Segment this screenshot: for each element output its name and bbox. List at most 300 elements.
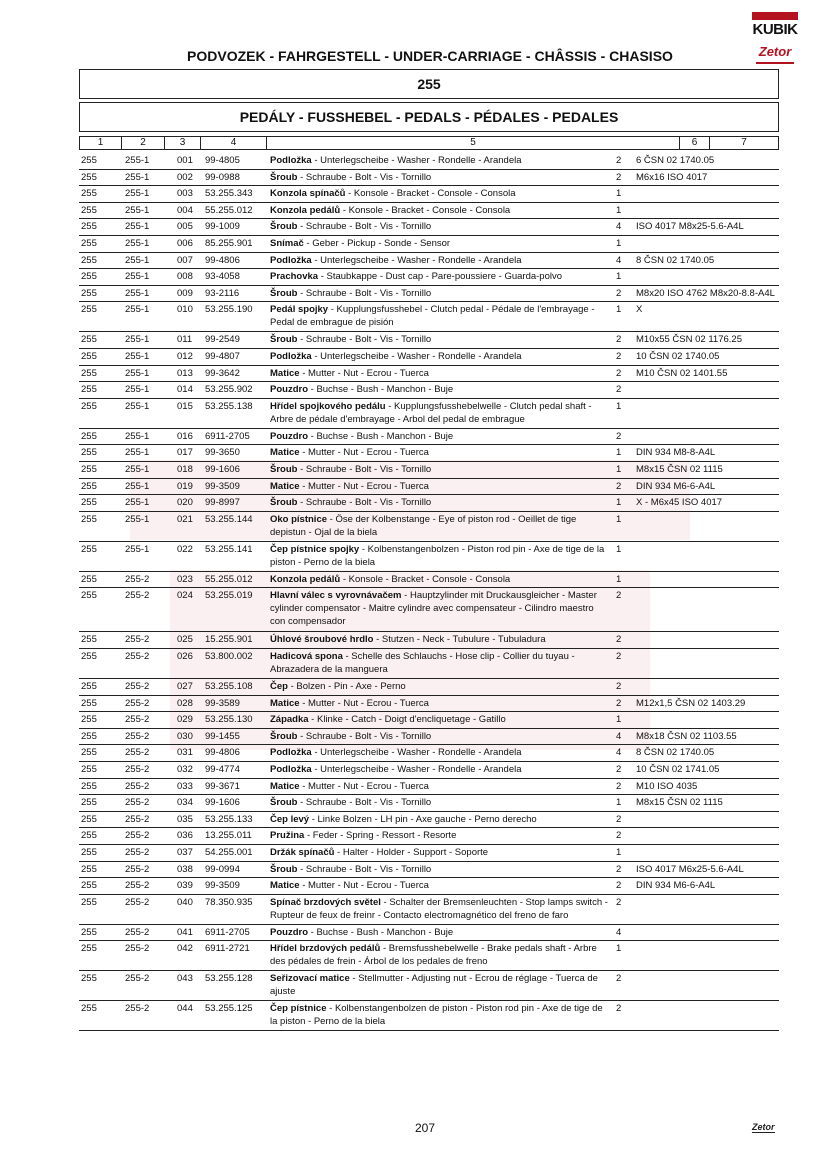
cell-col-4: 99-3509 [205,480,240,492]
cell-description [270,367,610,380]
cell-col-1: 255 [81,573,97,585]
part-translations: - Unterlegscheibe - Washer - Rondelle - Arandela [311,747,522,759]
cell-quantity: 2 [616,367,622,379]
cell-description [270,496,610,509]
cell-col-1: 255 [81,697,97,709]
cell-description [270,730,610,743]
table-row [0,1002,826,1032]
cell-col-4: 99-0994 [205,863,240,875]
row-underline [79,494,779,495]
cell-description [270,1002,610,1028]
cell-quantity: 2 [616,384,622,396]
cell-quantity: 1 [616,573,622,585]
cell-col-2: 255-1 [125,464,150,475]
cell-col-2: 255-1 [125,497,150,509]
row-underline [79,268,779,269]
part-translations: - Stellmutter - Adjusting nut - Ecrou de réglage - Tuerca de ajuste [270,973,598,998]
cell-col-3: 004 [177,204,193,216]
cell-quantity: 2 [616,171,622,183]
col-header-4: 4 [201,137,267,149]
part-name: Konzola pedálů [270,573,341,585]
part-name: Pouzdro [270,430,308,442]
cell-col-3: 026 [177,651,193,662]
cell-col-3: 040 [177,896,193,908]
cell-col-3: 022 [177,543,193,555]
page-title: PODVOZEK - FAHRGESTELL - UNDER-CARRIAGE - CHÂSSIS - CHASISO [187,48,673,64]
row-underline [79,444,779,445]
cell-col-4: 53.255.133 [205,813,253,825]
cell-col-2: 255-1 [125,287,150,299]
cell-col-4: 53.255.125 [205,1003,253,1015]
cell-col-2: 255-2 [125,730,150,742]
row-underline [79,924,779,925]
cell-description [270,813,610,826]
part-translations: - Staubkappe - Dust cap - Pare-poussiere - Guarda-polvo [318,271,563,283]
cell-col-2: 255-2 [125,943,150,955]
table-row [0,942,826,972]
cell-col-1: 255 [81,797,97,809]
cell-quantity: 1 [616,497,622,509]
cell-col-1: 255 [81,464,97,475]
cell-col-2: 255-2 [125,651,150,662]
cell-col-3: 029 [177,714,193,726]
col-header-3: 3 [165,137,201,149]
cell-quantity: 1 [616,400,622,412]
part-name: Prachovka [270,271,319,283]
cell-col-1: 255 [81,863,97,875]
cell-description [270,650,610,676]
row-underline [79,478,779,479]
cell-col-1: 255 [81,543,97,555]
cell-col-4: 99-3589 [205,697,240,709]
row-underline [79,631,779,632]
cell-note: M8x20 ISO 4762 M8x20-8.8-A4L [636,287,775,299]
cell-col-3: 005 [177,221,193,233]
row-underline [79,678,779,679]
cell-col-2: 255-2 [125,830,150,842]
cell-col-2: 255-1 [125,204,150,216]
cell-col-3: 020 [177,497,193,509]
cell-quantity: 2 [616,334,622,346]
cell-col-1: 255 [81,400,97,412]
cell-quantity: 1 [616,204,622,216]
cell-col-3: 013 [177,367,193,379]
cell-note: M10x55 ČSN 02 1176.25 [636,334,742,346]
row-underline [79,235,779,236]
cell-col-4: 93-2116 [205,287,240,299]
cell-col-1: 255 [81,926,97,938]
cell-col-4: 6911-2705 [205,430,250,442]
row-underline [79,877,779,878]
cell-col-1: 255 [81,254,97,266]
col-header-2: 2 [122,137,165,149]
part-name: Matice [270,880,300,892]
cell-col-3: 035 [177,813,193,825]
cell-description [270,287,610,300]
cell-col-2: 255-1 [125,400,150,412]
cell-col-3: 025 [177,634,193,646]
cell-note: DIN 934 M6-6-A4L [636,880,716,892]
cell-quantity: 2 [616,830,622,842]
cell-quantity: 2 [616,697,622,709]
cell-col-3: 038 [177,863,193,875]
part-name: Čep pístnice [270,1003,327,1015]
row-underline [79,861,779,862]
cell-description [270,846,610,859]
cell-col-1: 255 [81,634,97,646]
cell-description [270,463,610,476]
cell-col-2: 255-2 [125,697,150,709]
cell-quantity: 2 [616,430,622,442]
cell-quantity: 1 [616,847,622,858]
part-name: Hřídel spojkového pedálu [270,400,386,412]
table-row [0,303,826,333]
part-name: Šroub [270,464,298,475]
cell-col-2: 255-2 [125,797,150,809]
page-number: 207 [414,1121,436,1135]
cell-quantity: 2 [616,351,622,362]
cell-col-4: 6911-2721 [205,943,250,955]
part-name: Podložka [270,254,312,266]
cell-col-4: 53.800.002 [205,651,253,662]
cell-quantity: 1 [616,714,622,726]
cell-description [270,303,610,329]
part-name: Šroub [270,797,298,809]
part-translations: - Bremsfusshebelwelle - Brake pedals shaft - Arbre des pédales de frein - Árbol de los pedales de freno [270,943,597,968]
cell-col-2: 255-1 [125,480,150,492]
cell-description [270,780,610,793]
cell-col-3: 007 [177,254,193,266]
cell-col-3: 033 [177,780,193,792]
cell-col-1: 255 [81,730,97,742]
cell-col-4: 93-4058 [205,271,240,283]
cell-col-3: 014 [177,384,193,396]
part-translations: - Öse der Kolbenstange - Eye of piston rod - Oeillet de tige depistun - Ojal de la biela [270,513,577,538]
part-translations: - Unterlegscheibe - Washer - Rondelle - Arandela [311,155,522,166]
cell-quantity: 1 [616,543,622,555]
col-header-6: 6 [680,137,710,149]
cell-description [270,879,610,892]
part-name: Snímač [270,238,304,249]
table-row [0,650,826,680]
part-name: Konzola spínačů [270,188,346,200]
part-translations: - Mutter - Nut - Ecrou - Tuerca [299,447,429,459]
cell-col-4: 99-2549 [205,334,240,346]
logo-kubik-text: KUBIK [752,21,798,38]
row-underline [79,827,779,828]
cell-col-2: 255-2 [125,926,150,938]
cell-col-4: 13.255.011 [205,830,252,842]
cell-col-3: 034 [177,797,193,809]
part-name: Pouzdro [270,926,308,938]
row-underline [79,398,779,399]
cell-col-1: 255 [81,221,97,233]
cell-col-3: 018 [177,464,193,475]
cell-note: ISO 4017 M6x25-5.6-A4L [636,863,744,875]
part-translations: - Schraube - Bolt - Vis - Tornillo [297,334,432,346]
cell-col-4: 85.255.901 [205,238,253,249]
cell-description [270,543,610,569]
logo-zetor-text: Zetor [758,44,792,59]
cell-col-2: 255-1 [125,351,150,362]
row-underline [79,169,779,170]
cell-quantity: 2 [616,681,622,692]
cell-quantity: 1 [616,238,622,249]
row-underline [79,711,779,712]
cell-col-4: 99-8997 [205,497,240,509]
row-underline [79,744,779,745]
cell-col-3: 019 [177,480,193,492]
part-translations: - Hauptzylinder mit Druckausgleicher - Master cylinder compensator - Maitre cylindre avec compensateur - Cilindro maestro con compensador [270,590,597,628]
cell-col-2: 255-2 [125,714,150,726]
cell-quantity: 4 [616,730,622,742]
cell-col-4: 53.255.144 [205,513,253,525]
cell-col-4: 53.255.141 [205,543,253,555]
cell-col-2: 255-1 [125,221,150,233]
part-translations: - Buchse - Bush - Manchon - Buje [308,430,454,442]
cell-description [270,573,610,586]
cell-col-2: 255-2 [125,573,150,585]
cell-col-3: 031 [177,747,193,759]
cell-description [270,863,610,876]
cell-col-2: 255-2 [125,590,150,602]
cell-col-4: 99-1606 [205,797,240,809]
row-underline [79,511,779,512]
cell-col-1: 255 [81,830,97,842]
cell-col-2: 255-2 [125,880,150,892]
cell-col-1: 255 [81,813,97,825]
cell-col-4: 99-4806 [205,254,240,266]
cell-note: ISO 4017 M8x25-5.6-A4L [636,221,744,233]
table-row [0,543,826,573]
cell-quantity: 4 [616,254,622,266]
cell-col-1: 255 [81,764,97,775]
cell-note: 6 ČSN 02 1740.05 [636,155,715,166]
cell-col-3: 042 [177,943,193,955]
cell-col-3: 008 [177,271,193,283]
cell-col-2: 255-1 [125,334,150,346]
cell-note: DIN 934 M8-8-A4L [636,447,716,459]
cell-col-4: 99-4807 [205,351,240,362]
cell-quantity: 2 [616,880,622,892]
part-translations: - Buchse - Bush - Manchon - Buje [308,384,454,396]
cell-description [270,926,610,939]
part-name: Západka [270,714,309,726]
cell-note: M8x15 ČSN 02 1115 [636,464,723,475]
cell-quantity: 1 [616,447,622,459]
cell-col-1: 255 [81,271,97,283]
cell-description [270,254,610,267]
row-underline [79,571,779,572]
part-name: Podložka [270,764,312,775]
cell-col-4: 53.255.019 [205,590,253,602]
part-translations: - Unterlegscheibe - Washer - Rondelle - Arandela [311,254,522,266]
cell-col-3: 044 [177,1003,193,1015]
cell-col-4: 78.350.935 [205,896,253,908]
cell-col-2: 255-1 [125,513,150,525]
cell-col-4: 53.255.130 [205,714,253,726]
row-underline [79,778,779,779]
cell-col-3: 024 [177,590,193,602]
cell-col-2: 255-2 [125,896,150,908]
row-underline [79,365,779,366]
cell-col-1: 255 [81,681,97,692]
cell-col-1: 255 [81,714,97,726]
row-underline [79,348,779,349]
part-name: Hlavní válec s vyrovnávačem [270,590,402,602]
cell-col-4: 99-4774 [205,764,240,775]
cell-note: 10 ČSN 02 1741.05 [636,764,720,775]
cell-col-4: 53.255.902 [205,384,253,396]
cell-quantity: 2 [616,863,622,875]
row-underline [79,695,779,696]
table-row [0,513,826,543]
cell-col-1: 255 [81,304,97,316]
cell-description [270,187,610,200]
cell-quantity: 2 [616,287,622,299]
cell-col-2: 255-1 [125,384,150,396]
part-name: Hadicová spona [270,651,343,662]
row-underline [79,461,779,462]
row-underline [79,761,779,762]
cell-col-1: 255 [81,896,97,908]
cell-col-1: 255 [81,651,97,662]
section-title: PEDÁLY - FUSSHEBEL - PEDALS - PÉDALES - PEDALES [239,109,619,125]
cell-col-4: 53.255.128 [205,973,253,985]
cell-quantity: 2 [616,896,622,908]
row-underline [79,301,779,302]
cell-note: M10 ISO 4035 [636,780,698,792]
part-translations: - Kolbenstangenbolzen de piston - Piston rod pin - Axe de tige de la piston - Perno de la biela [270,1003,603,1028]
part-name: Seřizovací matice [270,973,350,985]
cell-quantity: 1 [616,188,622,200]
cell-note: 8 ČSN 02 1740.05 [636,747,715,759]
cell-col-3: 028 [177,697,193,709]
row-underline [79,970,779,971]
cell-col-2: 255-1 [125,367,150,379]
cell-col-4: 99-4805 [205,155,240,166]
cell-quantity: 2 [616,973,622,985]
col-header-5: 5 [267,137,680,149]
part-translations: - Konsole - Bracket - Console - Consola [340,573,511,585]
part-name: Čep levý [270,813,310,825]
cell-description [270,942,610,968]
cell-note: DIN 934 M6-6-A4L [636,480,716,492]
row-underline [79,844,779,845]
row-underline [79,428,779,429]
cell-description [270,746,610,759]
cell-col-3: 006 [177,238,193,249]
cell-col-2: 255-1 [125,155,150,166]
cell-col-2: 255-1 [125,238,150,249]
cell-note: M12x1,5 ČSN 02 1403.29 [636,697,746,709]
cell-col-3: 017 [177,447,193,459]
cell-description [270,763,610,776]
cell-col-1: 255 [81,238,97,249]
cell-col-4: 55.255.012 [205,573,253,585]
part-translations: - Unterlegscheibe - Washer - Rondelle - Arandela [311,764,522,775]
part-name: Pedál spojky [270,304,329,316]
cell-col-4: 99-1009 [205,221,240,233]
cell-col-4: 99-3650 [205,447,240,459]
cell-description [270,154,610,167]
cell-note: 8 ČSN 02 1740.05 [636,254,715,266]
cell-note: X [636,304,643,316]
cell-quantity: 2 [616,634,622,646]
cell-quantity: 1 [616,797,622,809]
cell-description [270,220,610,233]
cell-description [270,480,610,493]
row-underline [79,587,779,588]
col-header-1: 1 [80,137,122,149]
part-name: Šroub [270,287,298,299]
cell-col-1: 255 [81,847,97,858]
part-translations: - Schraube - Bolt - Vis - Tornillo [297,730,432,742]
part-name: Šroub [270,497,298,509]
row-underline [79,381,779,382]
row-underline [79,1000,779,1001]
part-name: Šroub [270,334,298,346]
cell-col-1: 255 [81,513,97,525]
part-name: Matice [270,780,300,792]
row-underline [79,648,779,649]
cell-col-1: 255 [81,943,97,955]
cell-description [270,400,610,426]
cell-description [270,446,610,459]
row-underline [79,252,779,253]
part-translations: - Konsole - Bracket - Console - Consola [340,204,511,216]
cell-col-1: 255 [81,155,97,166]
cell-quantity: 2 [616,780,622,792]
cell-col-4: 99-3671 [205,780,240,792]
part-translations: - Klinke - Catch - Doigt d'encliquetage - Gatillo [308,714,506,726]
cell-col-2: 255-2 [125,634,150,646]
cell-col-2: 255-2 [125,973,150,985]
part-name: Matice [270,480,300,492]
row-underline [79,811,779,812]
part-name: Podložka [270,155,312,166]
cell-description [270,896,610,922]
cell-description [270,237,610,250]
cell-col-1: 255 [81,334,97,346]
cell-description [270,204,610,217]
cell-col-2: 255-2 [125,681,150,692]
cell-col-4: 53.255.138 [205,400,253,412]
cell-description [270,513,610,539]
row-underline [79,794,779,795]
part-name: Šroub [270,863,298,875]
row-underline [79,185,779,186]
cell-col-2: 255-1 [125,171,150,183]
part-translations: - Bolzen - Pin - Axe - Perno [287,681,406,692]
cell-col-2: 255-1 [125,304,150,316]
cell-col-1: 255 [81,880,97,892]
part-translations: - Kupplungsfusshebel - Clutch pedal - Pédale de l'embrayage - Pedal de embrague de pisión [270,304,595,329]
cell-col-4: 99-1455 [205,730,240,742]
part-translations: - Kolbenstangenbolzen - Piston rod pin - Axe de tige de la piston - Perno de la biela [270,543,605,568]
cell-col-4: 53.255.343 [205,188,253,200]
cell-col-2: 255-2 [125,1003,150,1015]
part-translations: - Buchse - Bush - Manchon - Buje [308,926,454,938]
row-underline [79,285,779,286]
cell-col-2: 255-2 [125,764,150,775]
row-underline [79,202,779,203]
table-row [0,896,826,926]
cell-col-4: 54.255.001 [205,847,253,858]
cell-col-3: 009 [177,287,193,299]
cell-col-4: 53.255.190 [205,304,253,316]
cell-col-3: 036 [177,830,193,842]
